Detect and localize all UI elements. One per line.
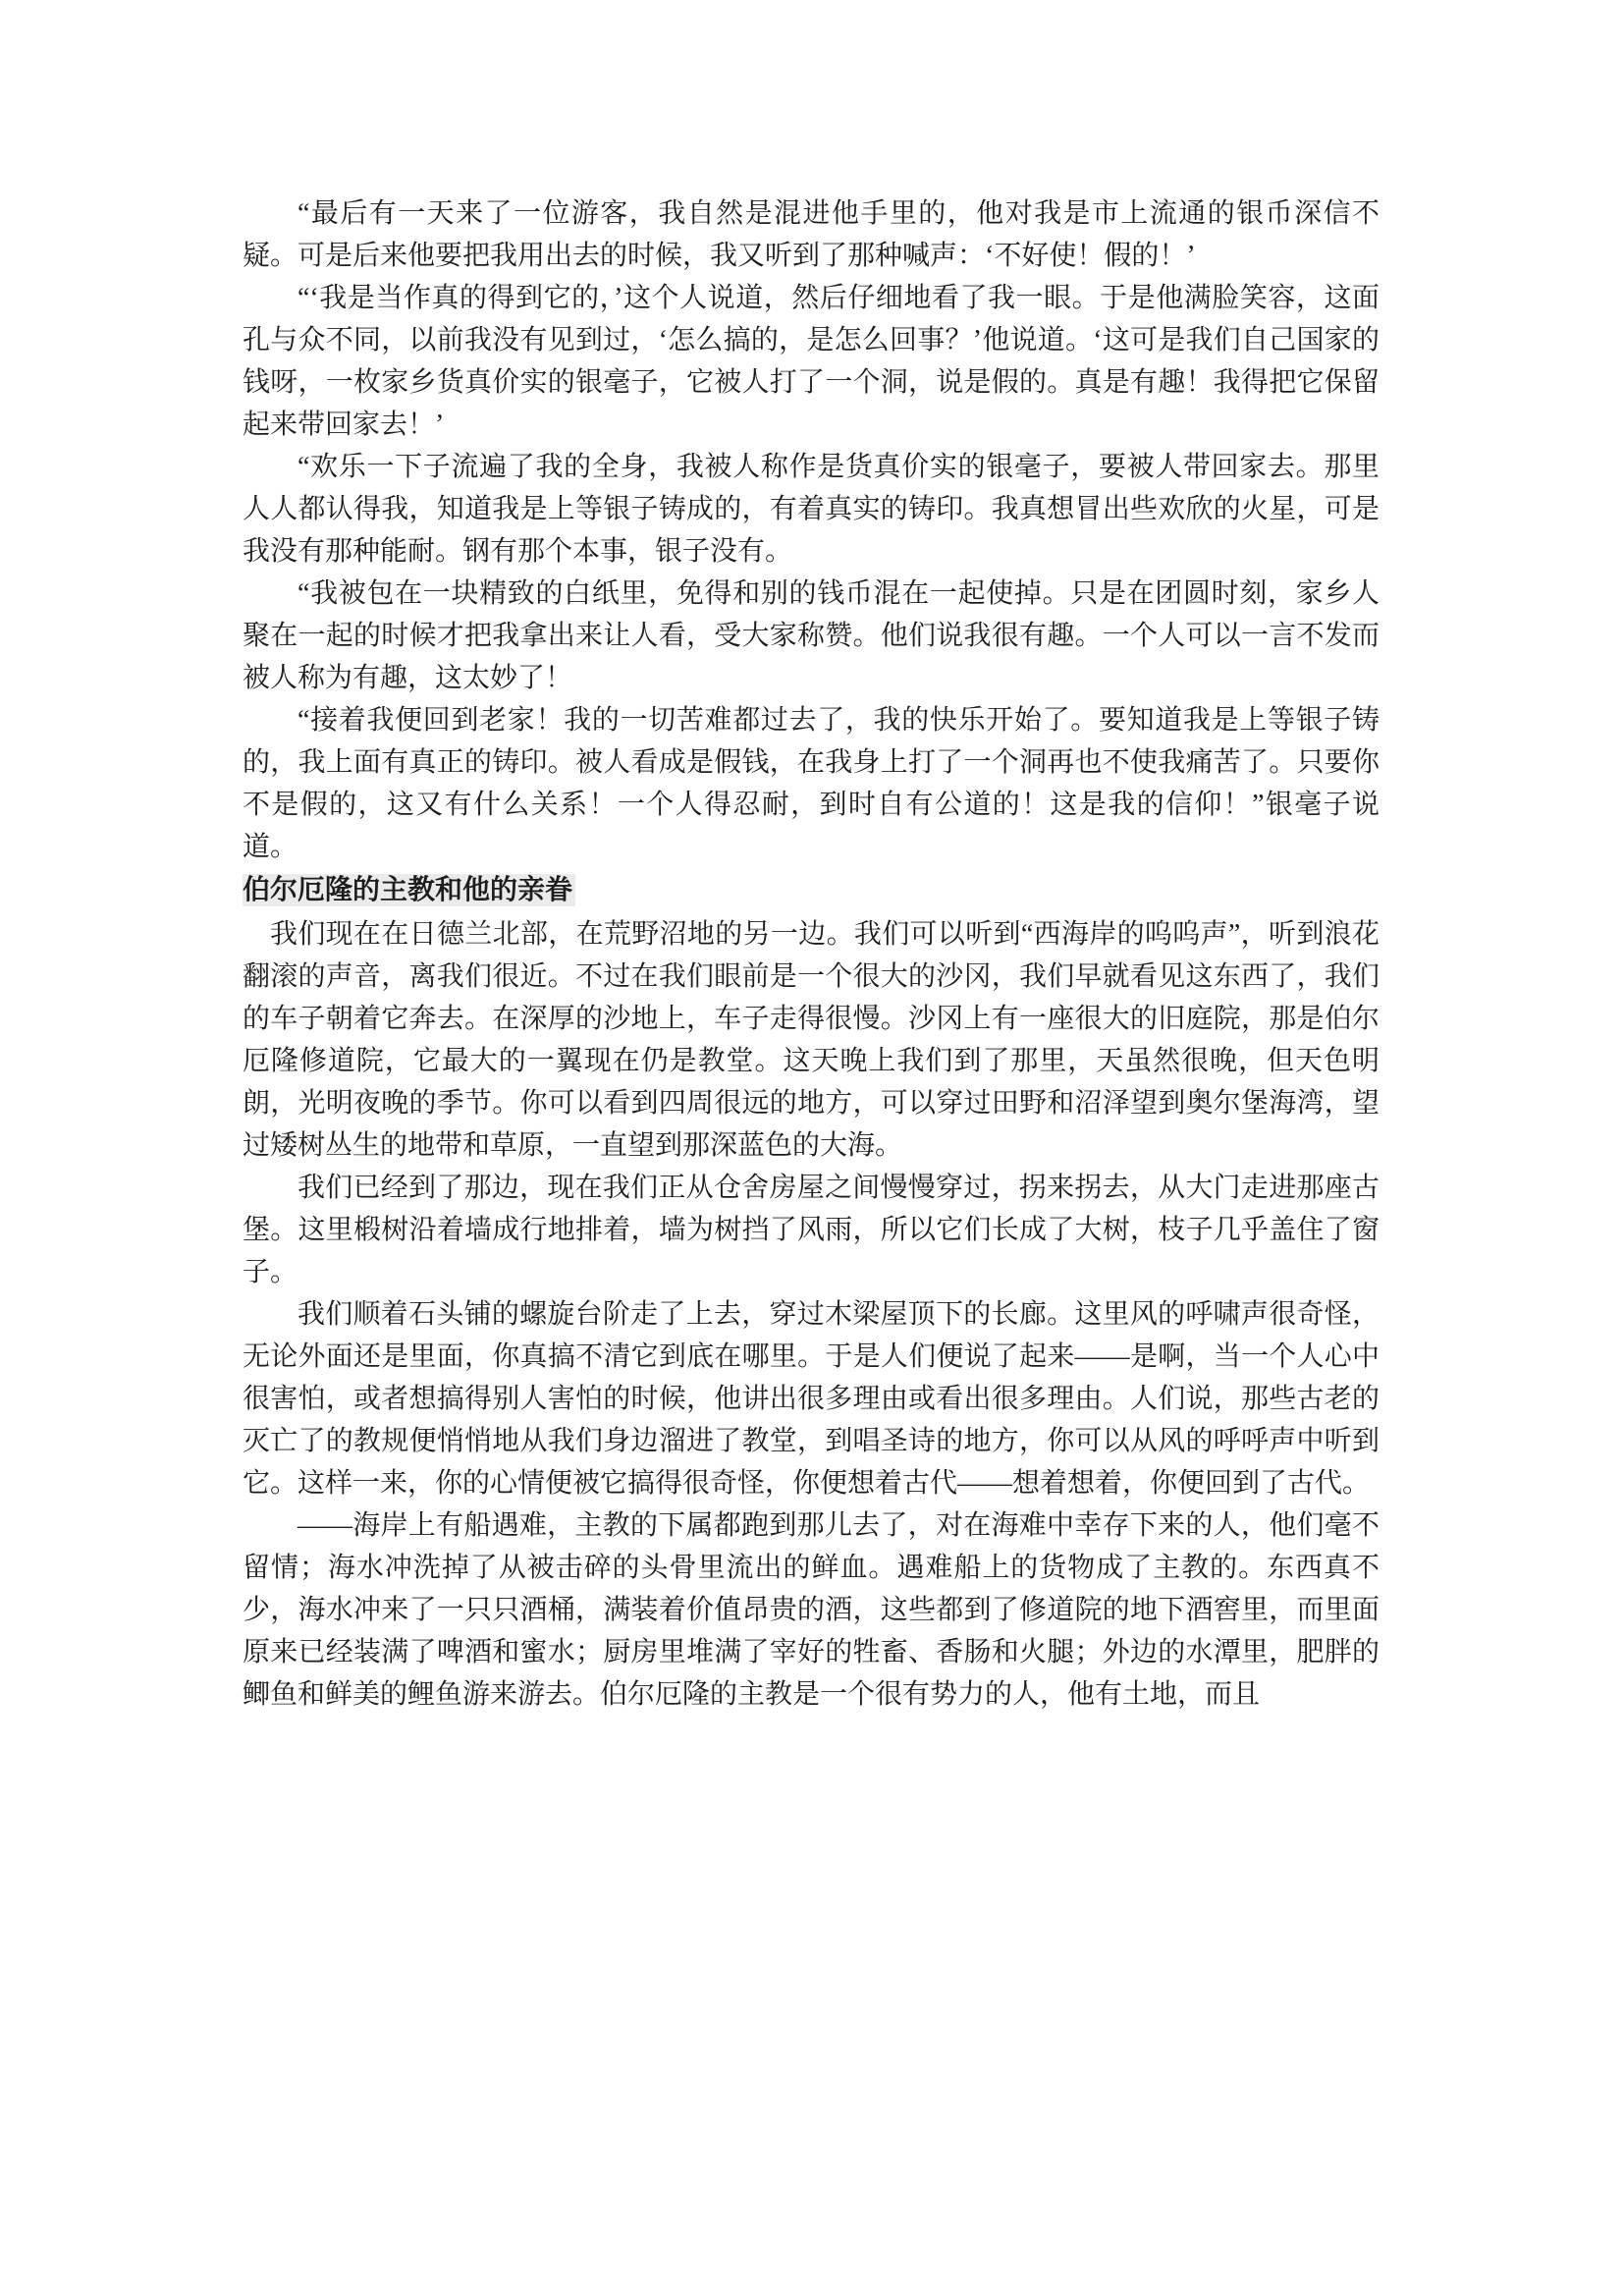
story1-paragraph-4: “我被包在一块精致的白纸里，免得和别的钱币混在一起使掉。只是在团圆时刻，家乡人聚在一起的时候才把我拿出来让人看，受大家称赞。他们说我很有趣。一个人可以一言不发而被人称为有趣，这太妙了！ bbox=[243, 578, 1380, 693]
story1-paragraph-1: “最后有一天来了一位游客，我自然是混进他手里的，他对我是市上流通的银币深信不疑。可是后来他要把我用出去的时候，我又听到了那种喊声：‘不好使！假的！’ bbox=[243, 198, 1380, 271]
section-heading bbox=[243, 868, 1380, 913]
story2-paragraph-1: 我们现在在日德兰北部，在荒野沼地的另一边。我们可以听到“西海岸的呜呜声”，听到浪花翻滚的声音，离我们很近。不过在我们眼前是一个很大的沙冈，我们早就看见这东西了，我们的车子朝着它奔去。在深厚的沙地上，车子走得很慢。沙冈上有一座很大的旧庭院，那是伯尔厄隆修道院，它最大的一翼现在仍是教堂。这天晚上我们到了那里，天虽然很晚，但天色明朗，光明夜晚的季节。你可以看到四周很远的地方，可以穿过田野和沼泽望到奥尔堡海湾，望过矮树丛生的地带和草原，一直望到那深蓝色的大海。 bbox=[243, 919, 1380, 1161]
story2-paragraph-3: 我们顺着石头铺的螺旋台阶走了上去，穿过木梁屋顶下的长廊。这里风的呼啸声很奇怪，无论外面还是里面，你真搞不清它到底在哪里。于是人们便说了起来——是啊，当一个人心中很害怕，或者想搞得别人害怕的时候，他讲出很多理由或看出很多理由。人们说，那些古老的灭亡了的教规便悄悄地从我们身边溜进了教堂，到唱圣诗的地方，你可以从风的呼呼声中听到它。这样一来，你的心情便被它搞得很奇怪，你便想着古代——想着想着，你便回到了古代。 bbox=[243, 1299, 1380, 1499]
story1-paragraph-2: “‘我是当作真的得到它的，’这个人说道，然后仔细地看了我一眼。于是他满脸笑容，这面孔与众不同，以前我没有见到过，‘怎么搞的，是怎么回事？’他说道。‘这可是我们自己国家的钱呀，一枚家乡货真价实的银毫子，它被人打了一个洞，说是假的。真是有趣！我得把它保留起来带回家去！’ bbox=[243, 283, 1380, 440]
story1-paragraph-3: “欢乐一下子流遍了我的全身，我被人称作是货真价实的银毫子，要被人带回家去。那里人人都认得我，知道我是上等银子铸成的，有着真实的铸印。我真想冒出些欢欣的火星，可是我没有那种能耐。钢有那个本事，银子没有。 bbox=[243, 452, 1380, 567]
story2-paragraph-2: 我们已经到了那边，现在我们正从仓舍房屋之间慢慢穿过，拐来拐去，从大门走进那座古堡。这里椴树沿着墙成行地排着，墙为树挡了风雨，所以它们长成了大树，枝子几乎盖住了窗子。 bbox=[243, 1173, 1380, 1287]
story1-paragraph-5: “接着我便回到老家！我的一切苦难都过去了，我的快乐开始了。要知道我是上等银子铸的，我上面有真正的铸印。被人看成是假钱，在我身上打了一个洞再也不使我痛苦了。只要你不是假的，这又有什么关系！一个人得忍耐，到时自有公道的！这是我的信仰！”银毫子说道。 bbox=[243, 705, 1380, 862]
section-heading-text: 伯尔厄隆的主教和他的亲眷 bbox=[243, 874, 575, 906]
story2-paragraph-4: ——海岸上有船遇难，主教的下属都跑到那儿去了，对在海难中幸存下来的人，他们毫不留情；海水冲洗掉了从被击碎的头骨里流出的鲜血。遇难船上的货物成了主教的。东西真不少，海水冲来了一只只酒桶，满装着价值昂贵的酒，这些都到了修道院的地下酒窖里，而里面原来已经装满了啤酒和蜜水；厨房里堆满了宰好的牲畜、香肠和火腿；外边的水潭里，肥胖的鲫鱼和鲜美的鲤鱼游来游去。伯尔厄隆的主教是一个很有势力的人，他有土地，而且 bbox=[243, 1510, 1380, 1710]
